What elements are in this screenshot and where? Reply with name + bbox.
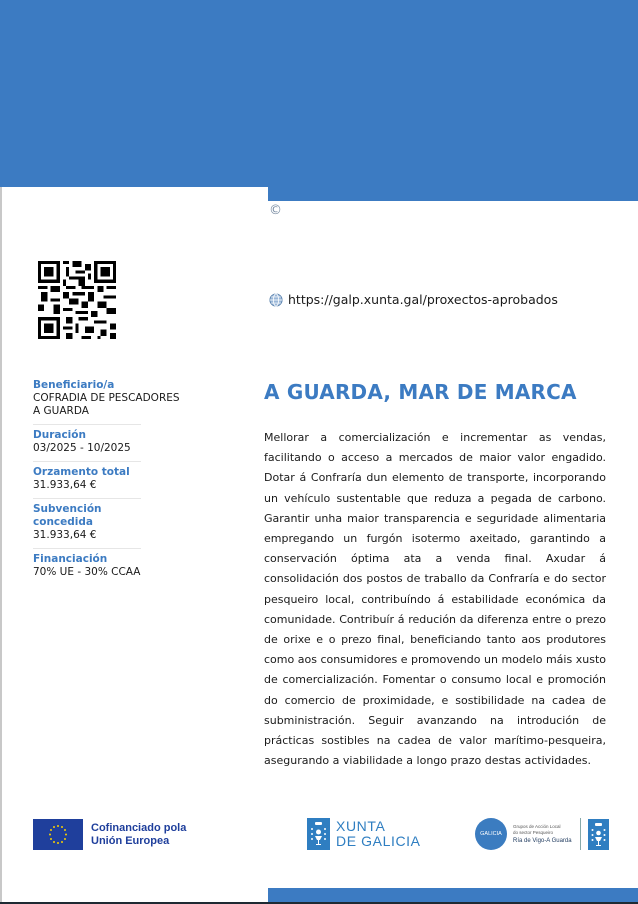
project-description: Mellorar a comercialización e incrementar as vendas, facilitando o acceso a mercados de maior valor engadido. Dotar á Confraría dun elemento de transporte, incorporando un vehículo sustentable que reduza a pegada de carbono. Garantir unha maior transparencia e seguridade alimentaria empregando un furgón isotermo axeitado, garantindo a conservación óptima ata a venda final. Axudar á consolidación dos postos de traballo da Confraría e do sector pesqueiro local, contribuíndo á estabilidade económica da comunidade. Contribuír á redución da diferenza entre o prezo de orixe e o prezo final, beneficiando tanto aos produtores como aos consumidores e promovendo un modelo máis xusto de comercialización. Fomentar o consumo local e promoción do comercio de proximidade, e sostibilidade na cadea de subministración. Seguir avanzando na introdución de prácticas sostibles na cadea de valor marítimo-pesqueira, asegurando a viabilidade a longo prazo destas actividades.: [264, 431, 606, 768]
project-url[interactable]: https://galp.xunta.gal/proxectos-aprobados: [288, 292, 558, 307]
field-grant: [33, 503, 141, 542]
divider: [33, 424, 141, 425]
footer-banner: [268, 888, 638, 902]
galp-text-line2: do sector Pesqueiro: [513, 830, 554, 835]
field-value: A GUARDA: [33, 405, 89, 417]
field-label: Financiación: [33, 553, 108, 565]
header-banner-tab: [268, 187, 638, 201]
eu-text-line1: Cofinanciado pola: [91, 821, 187, 834]
xunta-galicia-logo: [307, 818, 421, 850]
eu-flag-icon: [33, 819, 83, 850]
xunta-text-line1: XUNTA: [336, 818, 386, 834]
project-title: A GUARDA, MAR DE MARCA: [264, 380, 577, 404]
field-value: 31.933,64 €: [33, 529, 97, 541]
field-value: 70% UE - 30% CCAA: [33, 566, 141, 578]
eu-text-line2: Unión Europea: [91, 834, 170, 847]
galicia-shield-icon: [588, 819, 609, 850]
logo-divider: [580, 818, 581, 850]
field-value: 31.933,64 €: [33, 479, 97, 491]
field-value: COFRADIA DE PESCADORES: [33, 392, 180, 404]
project-details: [33, 379, 180, 579]
field-beneficiary: [33, 379, 180, 418]
project-link[interactable]: [269, 292, 558, 307]
copyright-symbol: ©: [269, 203, 282, 218]
xunta-text-line2: DE GALICIA: [336, 833, 421, 849]
galp-logo: [475, 818, 609, 850]
globe-icon: [269, 293, 283, 307]
header-banner: [0, 0, 638, 187]
galp-text-line1: Grupos de Acción Local: [513, 824, 561, 829]
field-funding: [33, 553, 141, 579]
field-duration: [33, 429, 141, 455]
galp-text-line3: Ría de Vigo-A Guarda: [513, 838, 572, 844]
field-label: Orzamento total: [33, 466, 130, 478]
divider: [33, 461, 141, 462]
qr-code-icon[interactable]: [38, 261, 116, 339]
field-total-budget: [33, 466, 141, 492]
field-label: Beneficiario/a: [33, 379, 115, 391]
divider: [33, 498, 141, 499]
galicia-shield-icon: [307, 818, 330, 850]
field-value: 03/2025 - 10/2025: [33, 442, 131, 454]
galp-circle-icon: [475, 818, 507, 850]
divider: [33, 548, 141, 549]
eu-cofunding-logo: [33, 819, 186, 850]
field-label: Duración: [33, 429, 86, 441]
galp-circle-label: GALICIA: [480, 831, 502, 837]
field-label: Subvención concedida: [33, 503, 102, 528]
